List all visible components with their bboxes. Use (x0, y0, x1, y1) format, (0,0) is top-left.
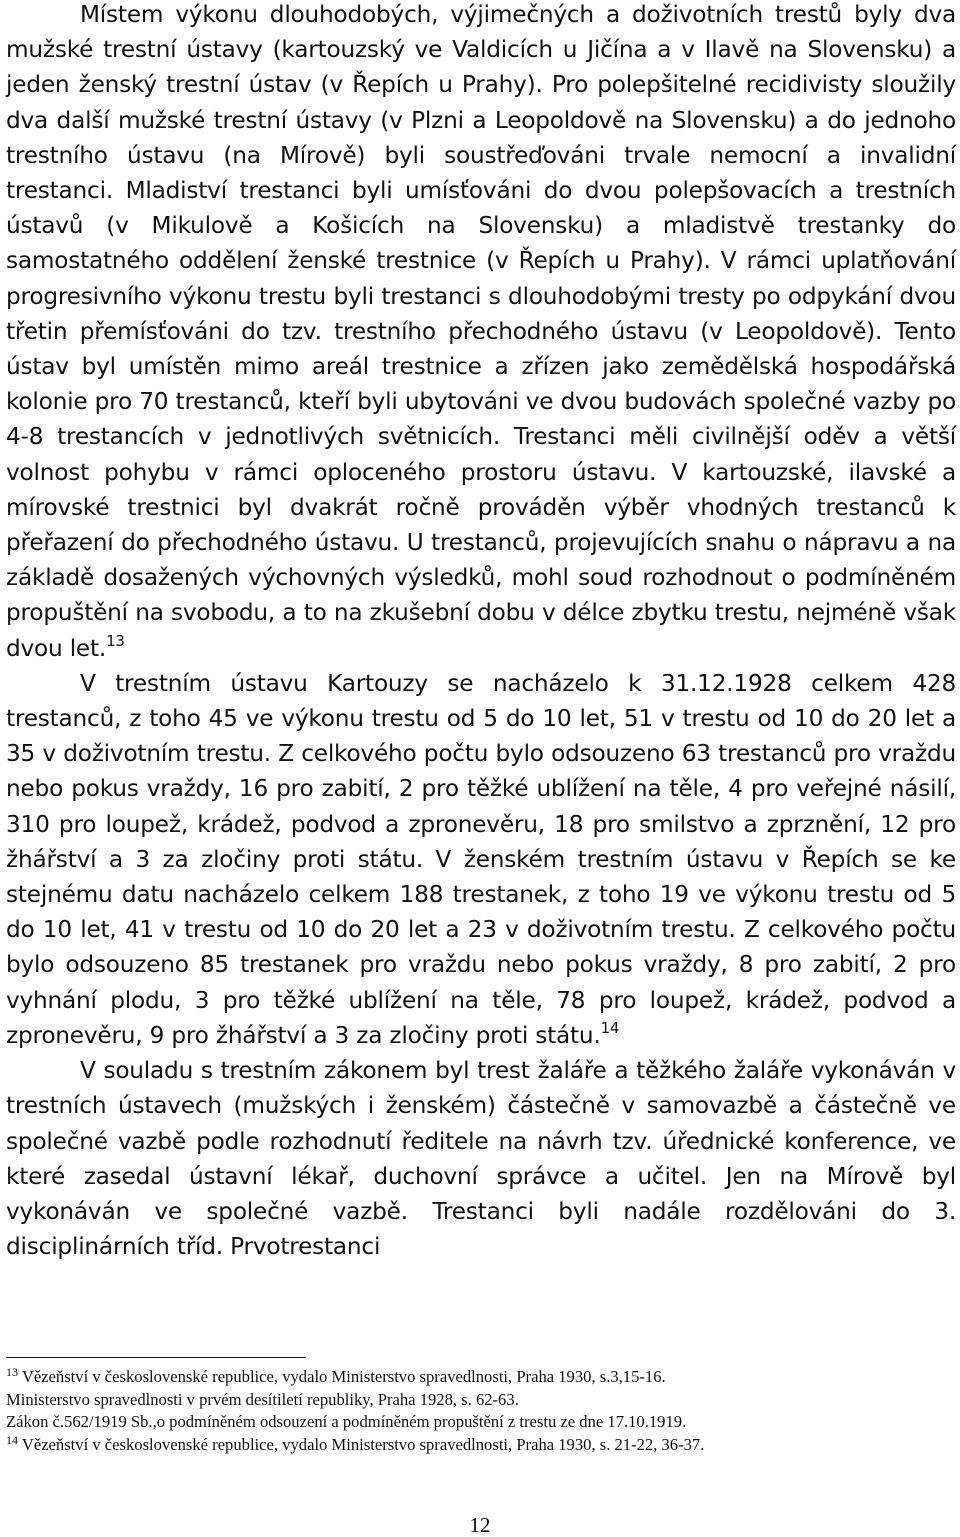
paragraph-prisoner-statistics (6, 666, 956, 1053)
footnote-text: Vězeňství v československé republice, vydalo Ministerstvo spravedlnosti, Praha 1930, s. 21-22, 36-37. (18, 1434, 705, 1454)
paragraph-text: V trestním ústavu Kartouzy se nacházelo k 31.12.1928 celkem 428 trestanců, z toho 45 ve výkonu trestu od 5 do 10 let, 51 v trestu od 10 do 20 let a 35 v doživotním trestu. Z celkového počtu bylo odsouzeno 63 trestanců pro vraždu nebo pokus vraždy, 16 pro zabití, 2 pro těžké ublížení na těle, 4 pro veřejné násilí, 310 pro loupež, krádež, podvod a zpronevěru, 18 pro smilstvo a zprznění, 12 pro žhářství a 3 za zločiny proti státu. V ženském trestním ústavu v Řepích se ke stejnému datu nacházelo celkem 188 trestanek, z toho 19 ve výkonu trestu od 5 do 10 let, 41 v trestu od 10 do 20 let a 23 v doživotním trestu. Z celkového počtu bylo odsouzeno 85 trestanek pro vraždu nebo pokus vraždy, 8 pro zabití, 2 pro vyhnání plodu, 3 pro těžké ublížení na těle, 78 pro loupež, krádež, podvod a zpronevěru, 9 pro žhářství a 3 za zločiny proti státu. (6, 669, 956, 1049)
paragraph-prison-network (6, 0, 956, 666)
paragraph-text: Místem výkonu dlouhodobých, výjimečných a doživotních trestů byly dva mužské trestní ústavy (kartouzský ve Valdicích u Jičína a v Ilavě na Slovensku) a jeden ženský trestní ústav (v Řepích u Prahy). Pro polepšitelné recidivisty sloužily dva další mužské trestní ústavy (v Plzni a Leopoldově na Slovensku) a do jednoho trestního ústavu (na Mírově) byli soustřeďováni trvale nemocní a invalidní trestanci. Mladiství trestanci byli umísťováni do dvou polepšovacích a trestních ústavů (v Mikulově a Košicích na Slovensku) a mladistvě trestanky do samostatného oddělení ženské trestnice (v Řepích u Prahy). V rámci uplatňování progresivního výkonu trestu byli trestanci s dlouhodobými tresty po odpykání dvou třetin přemísťováni do tzv. trestního přechodného ústavu (v Leopoldově). Tento ústav byl umístěn mimo areál trestnice a zřízen jako zemědělská hospodářská kolonie pro 70 trestanců, kteří byli ubytováni ve dvou budovách společné vazby po 4-8 trestancích v jednotlivých světnicích. Trestanci měli civilnější oděv a větší volnost pohybu v rámci oploceného prostoru ústavu. V kartouzské, ilavské a mírovské trestnici byl dvakrát ročně prováděn výběr vhodných trestanců k přeřazení do přechodného ústavu. U trestanců, projevujících snahu o nápravu a na základě dosažených výchovných výsledků, mohl soud rozhodnout o podmíněném propuštění na svobodu, a to na zkušební dobu v délce zbytku trestu, nejméně však dvou let. (6, 1, 956, 662)
paragraph-sentence-execution (6, 1053, 956, 1264)
footnotes (6, 1366, 956, 1456)
footnote-ref-13[interactable]: 13 (106, 631, 125, 650)
footnote-text: Vězeňství v československé republice, vydalo Ministerstvo spravedlnosti, Praha 1930, s.3,15-16. (18, 1367, 666, 1386)
footnote-13-continuation (6, 1389, 956, 1412)
footnote-13 (6, 1366, 956, 1389)
footnote-13-continuation (6, 1411, 956, 1434)
footnote-number: 14 (6, 1432, 18, 1447)
paragraph-text: V souladu s trestním zákonem byl trest žaláře a těžkého žaláře vykonáván v trestních ústavech (mužských i ženském) částečně v samovazbě a částečně ve společné vazbě podle rozhodnutí ředitele na návrh tzv. úřednické konference, ve které zasedal ústavní lékař, duchovní správce a učitel. Jen na Mírově byl vykonáván ve společné vazbě. Trestanci byli nadále rozdělováni do 3. disciplinárních tříd. Prvotrestanci (6, 1057, 956, 1261)
footnote-ref-14[interactable]: 14 (600, 1018, 620, 1037)
footnote-text: Ministerstvo spravedlnosti v prvém desítiletí republiky, Praha 1928, s. 62-63. (6, 1389, 519, 1409)
footnote-14 (6, 1434, 956, 1457)
document-page (6, 0, 956, 1264)
footnote-text: Zákon č.562/1919 Sb.,o podmíněném odsouzení a podmíněném propuštění z trestu ze dne 17.10.1919. (6, 1412, 687, 1431)
page-number: 12 (469, 1513, 491, 1537)
footnote-separator (6, 1357, 306, 1358)
footnote-number: 13 (6, 1365, 18, 1379)
